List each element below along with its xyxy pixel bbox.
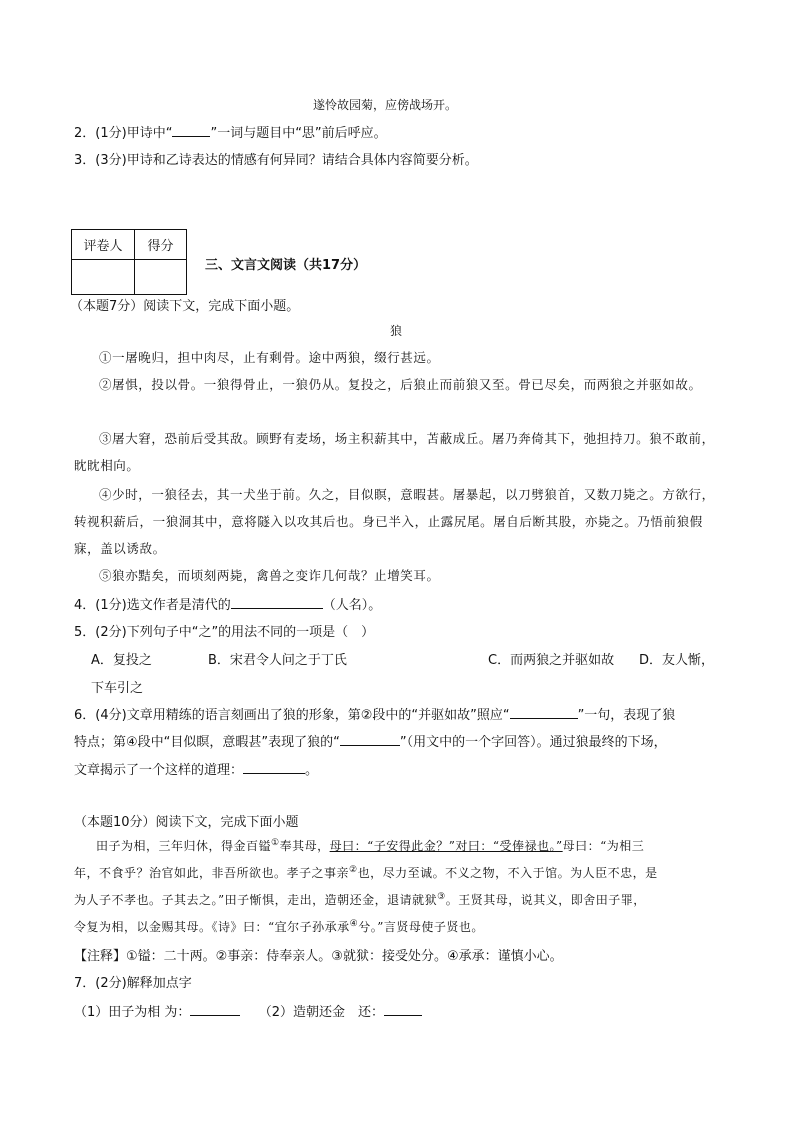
- answer-blank[interactable]: [231, 596, 323, 609]
- option-d-continued: 下车引之: [91, 681, 144, 696]
- question-text: ”一句，表现了狼: [577, 708, 676, 723]
- footnote-marker: ①: [271, 838, 280, 848]
- question-6-line-3: [74, 759, 318, 778]
- question-7: [74, 972, 192, 991]
- annotation-notes: 【注释】①镒：二十两。②事亲：侍奉亲人。③就狱：接受处分。④承承：谨慎小心。: [74, 949, 563, 964]
- question-score: (4分): [95, 708, 127, 723]
- answer-blank[interactable]: [243, 761, 305, 774]
- question-number: 4．: [74, 598, 96, 613]
- passage-paragraph-2: ②屠惧，投以骨。一狼得骨止，一狼仍从。复投之，后狼止而前狼又至。骨已尽矣，而两狼之并驱如故。: [99, 377, 702, 392]
- passage-line-2: [74, 864, 658, 881]
- passage-line-3: [74, 891, 646, 908]
- question-text: 文章用精练的语言刻画出了狼的形象，第②段中的“并驱如故”照应“: [126, 708, 510, 723]
- question-5: [74, 621, 374, 640]
- poem-line: 遂怜故园菊，应傍战场开。: [313, 98, 458, 112]
- question-score: (1分): [95, 126, 127, 141]
- passage-text: 母曰：“为相三: [562, 839, 645, 853]
- footnote-marker: ③: [437, 892, 446, 902]
- section-title: 三、文言文阅读（共17分）: [205, 258, 367, 273]
- question-text: 甲诗和乙诗表达的情感有何异同？请结合具体内容简要分析。: [126, 153, 478, 168]
- option-b[interactable]: B．宋君令人问之于丁氏: [208, 653, 347, 668]
- grader-header: 评卷人: [72, 230, 135, 260]
- question-text: 下列句子中“之”的用法不同的一项是（ ）: [126, 625, 375, 640]
- question-score: (2分): [95, 976, 127, 991]
- question-number: 7．: [74, 976, 96, 991]
- question-number: 3．: [74, 153, 96, 168]
- footnote-marker: ②: [349, 865, 358, 875]
- underlined-sentence: 母曰：“子安得此金？”对曰：“受俸禄也。”: [329, 839, 563, 853]
- answer-blank[interactable]: [190, 1003, 240, 1016]
- question-4: [74, 594, 381, 613]
- passage-text: 也，尽力至诚。不义之物，不入于馆。为人臣不忠，是: [357, 866, 658, 880]
- item-1-text: （1）田子为相 为：: [74, 1005, 191, 1020]
- answer-blank[interactable]: [510, 706, 578, 719]
- question-number: 2．: [74, 126, 96, 141]
- question-text: （人名）。: [322, 598, 382, 613]
- passage-text: 年，不食乎？治官如此，非吾所欲也。孝子之事亲: [74, 866, 350, 880]
- question-3: [74, 149, 478, 168]
- score-table: [71, 229, 187, 295]
- question-score: (2分): [95, 625, 127, 640]
- question-6-line-1: [74, 704, 675, 723]
- passage-line-1: [96, 837, 644, 854]
- passage-paragraph-3: ③屠大窘，恐前后受其敌。顾野有麦场，场主积薪其中，苫蔽成丘。屠乃奔倚其下，弛担持刀。狼不敢前，眈眈相向。: [74, 431, 715, 473]
- passage-text: 令复为相，以金赐其母。《诗》曰：“宜尔子孙承承: [74, 920, 350, 934]
- answer-blank[interactable]: [172, 124, 210, 137]
- option-c[interactable]: C．而两狼之并驱如故: [488, 653, 615, 668]
- passage-line-4: [74, 918, 484, 935]
- question-text: ”一词与题目中“思”前后呼应。: [210, 126, 387, 141]
- grader-cell[interactable]: [72, 260, 135, 295]
- question-text: ”（用文中的一个字回答）。通过狼最终的下场，: [399, 735, 667, 750]
- passage-text: 奉其母，: [279, 839, 330, 853]
- passage-title: 狼: [390, 324, 403, 338]
- passage-paragraph-5: ⑤狼亦黠矣，而顷刻两毙，禽兽之变诈几何哉？止增笑耳。: [99, 568, 440, 583]
- question-number: 5．: [74, 625, 96, 640]
- option-d[interactable]: D．友人惭，: [639, 653, 715, 668]
- passage-text: 田子为相，三年归休，得金百镒: [96, 839, 272, 853]
- passage-intro: （本题7分）阅读下文，完成下面小题。: [70, 299, 300, 314]
- score-header: 得分: [135, 230, 187, 260]
- question-2: [74, 122, 387, 141]
- question-number: 6．: [74, 708, 96, 723]
- question-text: 文章揭示了一个这样的道理：: [74, 763, 244, 778]
- question-7-items: [74, 1001, 422, 1020]
- passage-intro: （本题10分）阅读下文，完成下面小题: [74, 815, 299, 830]
- question-text: 解释加点字: [126, 976, 192, 991]
- passage-text: 为人子不孝也。子其去之。”田子惭惧，走出，造朝还金，退请就狱: [74, 893, 438, 907]
- option-a[interactable]: A．复投之: [91, 653, 152, 668]
- score-cell[interactable]: [135, 260, 187, 295]
- question-score: (1分): [95, 598, 127, 613]
- item-2-text: （2）造朝还金 还：: [258, 1005, 384, 1020]
- question-6-line-2: [74, 731, 667, 750]
- question-text: 。: [305, 763, 319, 778]
- passage-text: 兮。”言贤母使子贤也。: [358, 920, 484, 934]
- question-score: (3分): [95, 153, 127, 168]
- footnote-marker: ④: [349, 919, 359, 929]
- question-text: 特点；第④段中“目似瞑，意暇甚”表现了狼的“: [74, 735, 340, 750]
- question-text: 选文作者是清代的: [126, 598, 231, 613]
- answer-blank[interactable]: [340, 733, 400, 746]
- answer-blank[interactable]: [384, 1003, 422, 1016]
- question-text: 甲诗中“: [126, 126, 173, 141]
- passage-paragraph-4: ④少时，一狼径去，其一犬坐于前。久之，目似瞑，意暇甚。屠暴起，以刀劈狼首，又数刀毙之。方欲行，转视积薪后，一狼洞其中，意将隧入以攻其后也。身已半入，止露尻尾。屠自后断其股，亦毙之。乃悟前狼假寐，盖以诱敌。: [74, 487, 715, 556]
- passage-paragraph-1: ①一屠晚归，担中肉尽，止有剩骨。途中两狼，缀行甚远。: [99, 350, 440, 365]
- passage-text: 。王贤其母，说其义，即舍田子罪，: [445, 893, 646, 907]
